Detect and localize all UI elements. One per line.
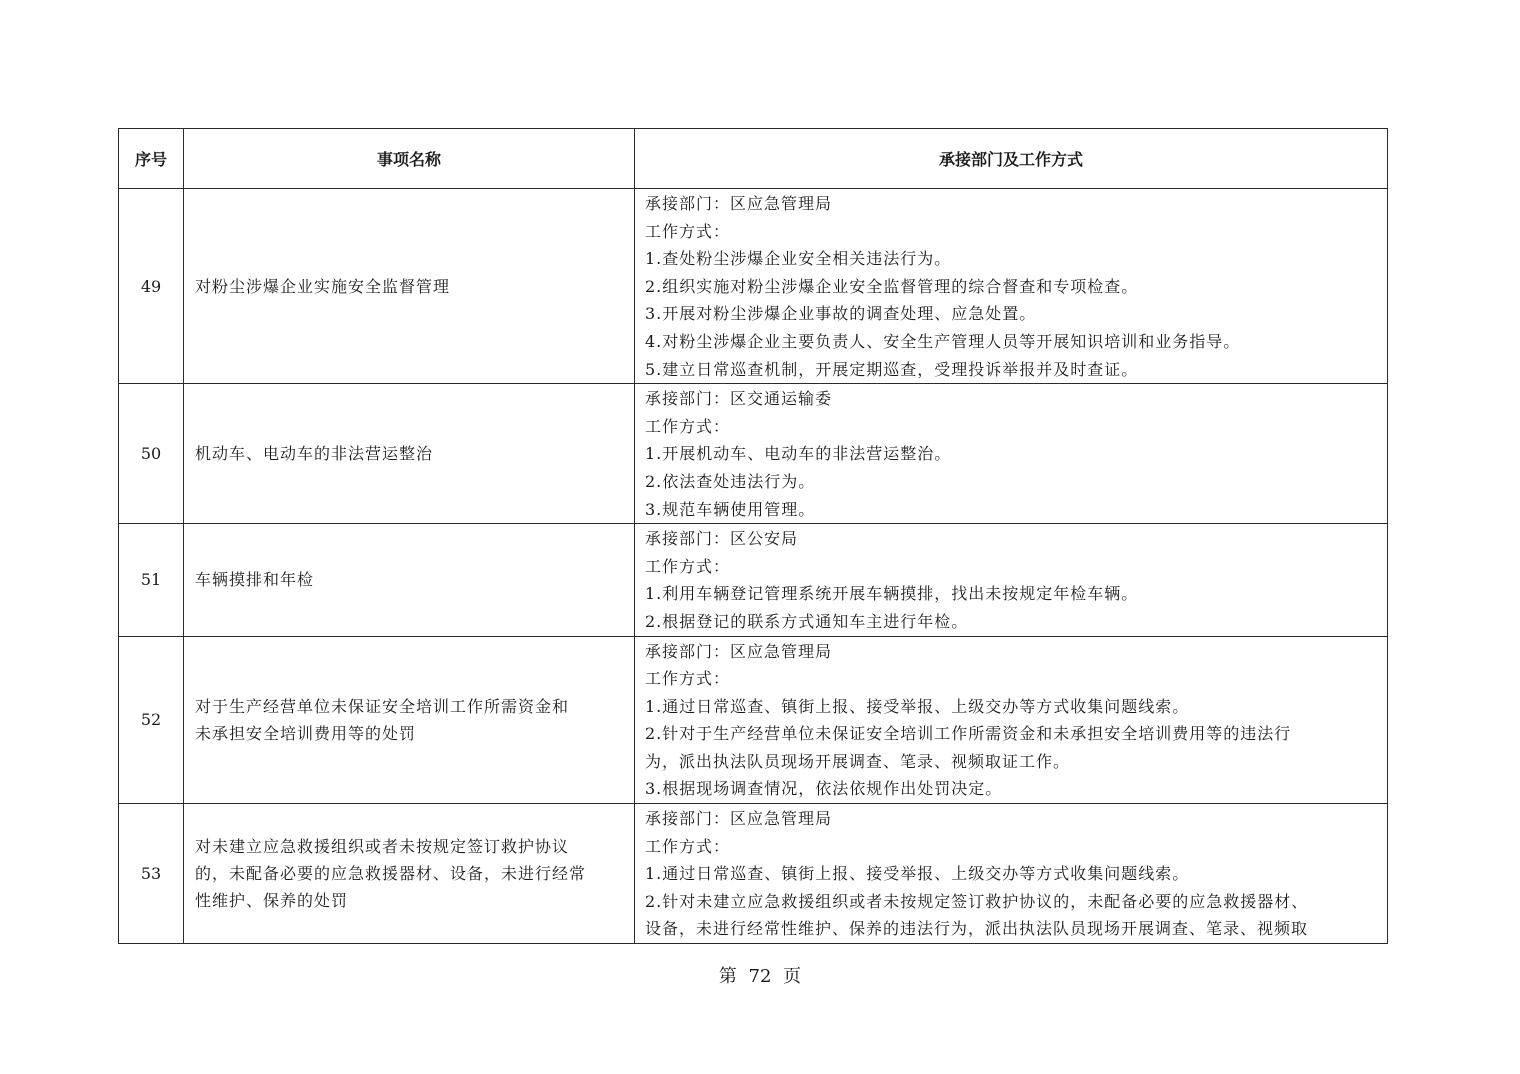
department-method [635, 804, 1388, 944]
row-number: 53 [119, 804, 184, 944]
method-line: 承接部门：区交通运输委 [645, 389, 833, 409]
matter-name [184, 636, 635, 804]
matter-name [184, 524, 635, 636]
method-line: 4.对粉尘涉爆企业主要负责人、安全生产管理人员等开展知识培训和业务指导。 [645, 331, 1241, 351]
method-line: 承接部门：区应急管理局 [645, 641, 833, 661]
department-method [635, 384, 1388, 524]
matter-name-line: 的，未配备必要的应急救援器材、设备，未进行经常 [195, 864, 587, 884]
row-number: 49 [119, 189, 184, 384]
matter-name-line: 未承担安全培训费用等的处罚 [195, 723, 417, 743]
method-line: 1.开展机动车、电动车的非法营运整治。 [645, 444, 952, 464]
matters-table [118, 128, 1388, 944]
matter-name-line: 机动车、电动车的非法营运整治 [195, 444, 434, 464]
matter-name-line: 对粉尘涉爆企业实施安全监督管理 [195, 276, 451, 296]
method-line: 工作方式： [645, 221, 731, 241]
method-line: 2.针对未建立应急救援组织或者未按规定签订救护协议的，未配备必要的应急救援器材、 [645, 891, 1309, 911]
header-department-method: 承接部门及工作方式 [635, 129, 1388, 189]
method-line: 2.依法查处违法行为。 [645, 471, 816, 491]
method-line: 工作方式： [645, 669, 731, 689]
method-line: 1.通过日常巡查、镇街上报、接受举报、上级交办等方式收集问题线索。 [645, 864, 1190, 884]
matter-name-line: 对未建立应急救援组织或者未按规定签订救护协议 [195, 837, 570, 857]
method-line: 2.针对于生产经营单位未保证安全培训工作所需资金和未承担安全培训费用等的违法行 [645, 724, 1292, 744]
method-line: 承接部门：区应急管理局 [645, 194, 833, 213]
method-line: 1.利用车辆登记管理系统开展车辆摸排，找出未按规定年检车辆。 [645, 584, 1139, 604]
table-row [119, 804, 1388, 944]
header-row [119, 129, 1388, 189]
row-number: 50 [119, 384, 184, 524]
method-line: 设备，未进行经常性维护、保养的违法行为，派出执法队员现场开展调查、笔录、视频取 [645, 919, 1309, 939]
method-line: 3.开展对粉尘涉爆企业事故的调查处理、应急处置。 [645, 304, 1037, 324]
table-row [119, 189, 1388, 384]
method-line: 3.规范车辆使用管理。 [645, 499, 816, 519]
row-number: 52 [119, 636, 184, 804]
row-number: 51 [119, 524, 184, 636]
page-number: 第 72 页 [718, 966, 802, 987]
method-line: 为，派出执法队员现场开展调查、笔录、视频取证工作。 [645, 751, 1071, 771]
department-method [635, 636, 1388, 804]
matter-name-line: 车辆摸排和年检 [195, 570, 315, 590]
method-line: 3.根据现场调查情况，依法依规作出处罚决定。 [645, 779, 1003, 799]
header-seq: 序号 [119, 129, 184, 189]
table-row [119, 636, 1388, 804]
header-matter-name: 事项名称 [184, 129, 635, 189]
matter-name [184, 189, 635, 384]
matter-name-line: 性维护、保养的处罚 [195, 891, 349, 911]
table-row [119, 384, 1388, 524]
method-line: 2.组织实施对粉尘涉爆企业安全监督管理的综合督查和专项检查。 [645, 276, 1139, 296]
method-line: 5.建立日常巡查机制，开展定期巡查，受理投诉举报并及时查证。 [645, 359, 1139, 379]
method-line: 1.查处粉尘涉爆企业安全相关违法行为。 [645, 249, 952, 269]
method-line: 1.通过日常巡查、镇街上报、接受举报、上级交办等方式收集问题线索。 [645, 696, 1190, 716]
method-line: 工作方式： [645, 556, 731, 576]
table-row [119, 524, 1388, 636]
method-line: 工作方式： [645, 836, 731, 856]
matter-name-line: 对于生产经营单位未保证安全培训工作所需资金和 [195, 696, 570, 716]
method-line: 工作方式： [645, 416, 731, 436]
method-line: 承接部门：区应急管理局 [645, 809, 833, 829]
method-line: 承接部门：区公安局 [645, 529, 799, 549]
department-method [635, 524, 1388, 636]
matter-name [184, 384, 635, 524]
department-method [635, 189, 1388, 384]
method-line: 2.根据登记的联系方式通知车主进行年检。 [645, 611, 969, 631]
method-clip [645, 805, 1381, 943]
matter-name [184, 804, 635, 944]
